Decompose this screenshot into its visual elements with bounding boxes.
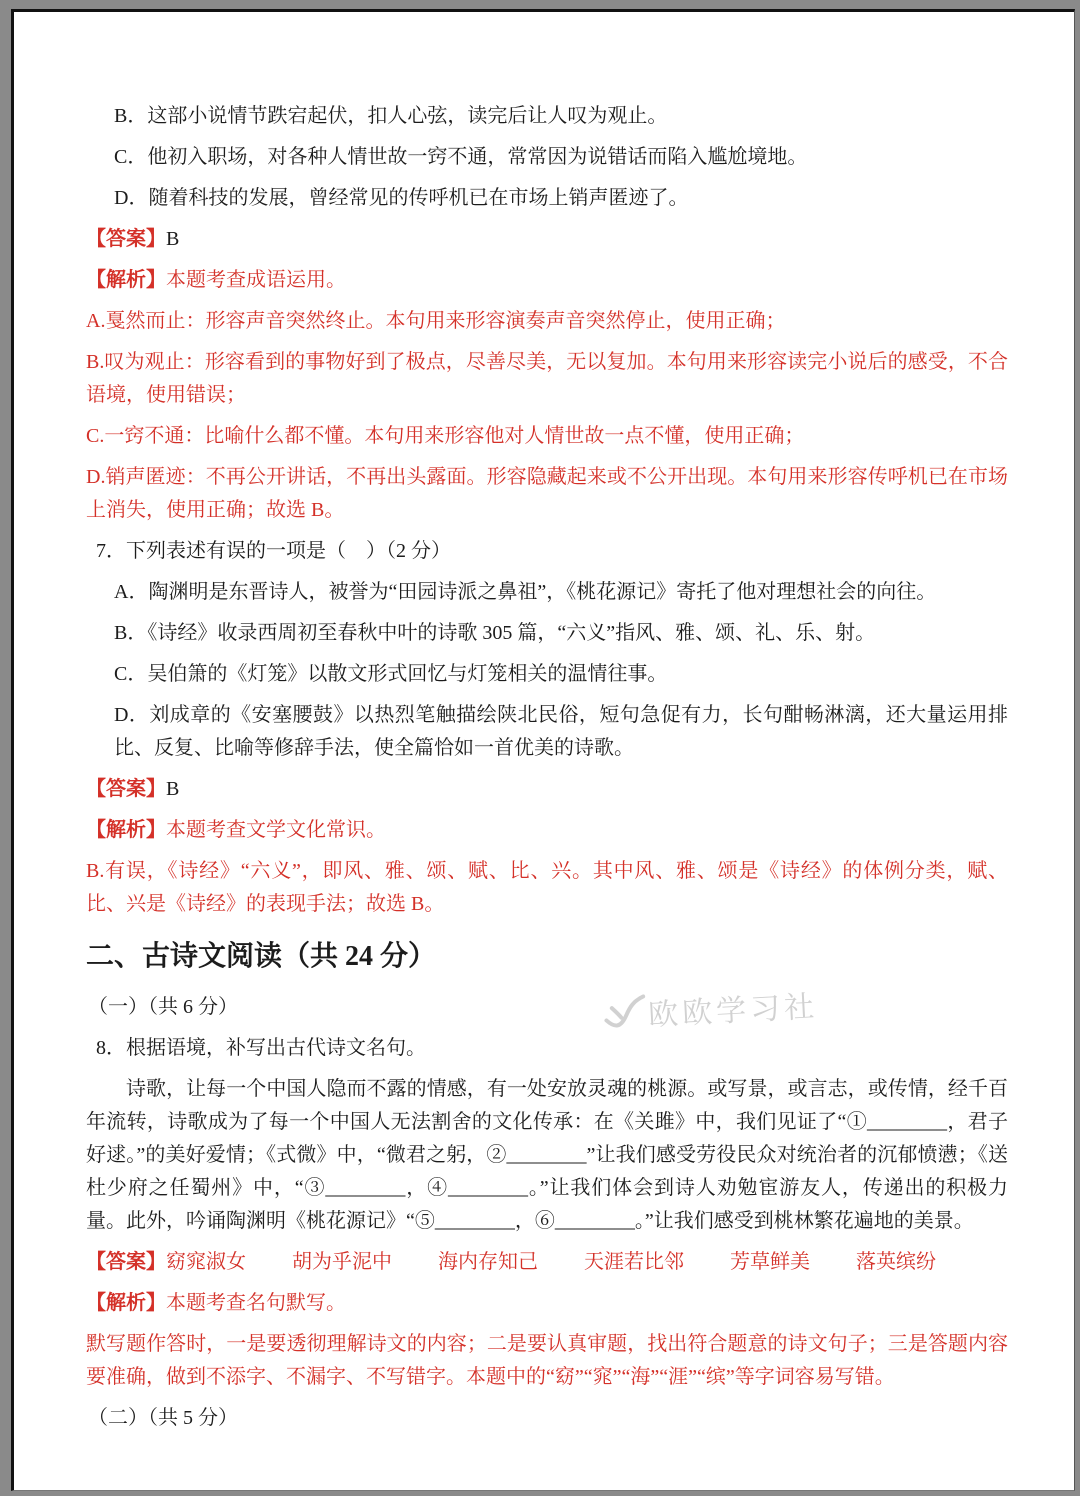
text-segment: A.戛然而止：形容声音突然终止。本句用来形容演奏声音突然停止，使用正确；: [86, 310, 786, 332]
analysis-line: [86, 305, 1008, 338]
text-segment: B．这部小说情节跌宕起伏，扣人心弦，读完后让人叹为观止。: [114, 105, 668, 127]
subsection-line: [86, 1402, 1008, 1435]
text-segment: 8．根据语境，补写出古代诗文名句。: [96, 1037, 426, 1059]
analysis-line: [86, 855, 1008, 921]
answer-line: [86, 223, 1008, 256]
text-segment: 芳草鲜美: [730, 1251, 810, 1273]
text-segment: A．陶渊明是东晋诗人，被誉为“田园诗派之鼻祖”，《桃花源记》寄托了他对理想社会的向往。: [114, 581, 937, 603]
option-line: [86, 100, 1008, 133]
text-segment: 落英缤纷: [856, 1251, 936, 1273]
text-segment: 本题考查文学文化常识。: [166, 819, 386, 841]
document-content: [14, 12, 1074, 1483]
text-segment: 海内存知己: [438, 1251, 538, 1273]
option-line: [86, 576, 1008, 609]
analysis-line: [86, 1328, 1008, 1394]
option-line: [86, 141, 1008, 174]
option-line: [86, 699, 1008, 765]
watermark-label: 欧欧学习社: [647, 990, 819, 1033]
text-segment: D.销声匿迹：不再公开讲话，不再出头露面。形容隐藏起来或不公开出现。本句用来形容传呼机已在市场上消失，使用正确；故选 B。: [86, 466, 1008, 521]
text-segment: D．随着科技的发展，曾经常见的传呼机已在市场上销声匿迹了。: [114, 187, 689, 209]
text-segment: 7．下列表述有误的一项是（ ）（2 分）: [96, 540, 451, 562]
option-line: [86, 658, 1008, 691]
text-segment: 本题考查名句默写。: [166, 1292, 346, 1314]
text-segment: 二、古诗文阅读（共 24 分）: [86, 941, 437, 972]
label-segment: 【答案】: [86, 228, 166, 250]
answer-line: [86, 773, 1008, 806]
text-segment: 天涯若比邻: [584, 1251, 684, 1273]
exam-paper-page: [11, 9, 1075, 1491]
answer-line: [86, 1246, 1008, 1279]
section-heading: [86, 937, 1008, 977]
analysis-line: [86, 814, 1008, 847]
text-segment: 诗歌，让每一个中国人隐而不露的情感，有一处安放灵魂的桃源。或写景，或言志，或传情，经千百年流转，诗歌成为了每一个中国人无法割舍的文化传承：在《关雎》中，我们见证了“①________，君子好逑。”的美好爱情；《式微》中，“微君之躬，②________”让我们感受劳役民众对统治者的沉郁愤懑；《送杜少府之任蜀州》中，“③________，④________。”让我们体会到诗人劝勉宦游友人，传递出的积极力量。此外，吟诵陶渊明《桃花源记》“⑤________，⑥________。”让我们感受到桃林繁花遍地的美景。: [86, 1078, 1008, 1232]
label-segment: 【解析】: [86, 819, 166, 841]
document-lines: [86, 100, 1008, 1435]
text-segment: C．他初入职场，对各种人情世故一窍不通，常常因为说错话而陷入尴尬境地。: [114, 146, 808, 168]
analysis-line: [86, 264, 1008, 297]
question-line: [86, 1032, 1008, 1065]
analysis-line: [86, 1287, 1008, 1320]
label-segment: 【答案】: [86, 1251, 166, 1273]
text-segment: B: [166, 228, 180, 250]
text-segment: C.一窍不通：比喻什么都不懂。本句用来形容他对人情世故一点不懂，使用正确；: [86, 425, 805, 447]
text-segment: 胡为乎泥中: [292, 1251, 392, 1273]
text-segment: B.叹为观止：形容看到的事物好到了极点，尽善尽美，无以复加。本句用来形容读完小说后的感受，不合语境，使用错误；: [86, 351, 1008, 406]
analysis-line: [86, 420, 1008, 453]
option-line: [86, 182, 1008, 215]
text-segment: 本题考查成语运用。: [166, 269, 346, 291]
passage-paragraph: [86, 1073, 1008, 1238]
text-segment: 默写题作答时，一是要透彻理解诗文的内容；二是要认真审题，找出符合题意的诗文句子；三是答题内容要准确，做到不添字、不漏字、不写错字。本题中的“窈”“窕”“海”“涯”“缤”等字词容易写错。: [86, 1333, 1008, 1388]
label-segment: 【解析】: [86, 269, 166, 291]
text-segment: B: [166, 778, 180, 800]
text-segment: 窈窕淑女: [166, 1251, 246, 1273]
text-segment: （一）（共 6 分）: [88, 996, 238, 1018]
analysis-line: [86, 346, 1008, 412]
text-segment: C．吴伯箫的《灯笼》以散文形式回忆与灯笼相关的温情往事。: [114, 663, 668, 685]
text-segment: B.有误，《诗经》“六义”，即风、雅、颂、赋、比、兴。其中风、雅、颂是《诗经》的体例分类，赋、比、兴是《诗经》的表现手法；故选 B。: [86, 860, 1008, 915]
text-segment: D．刘成章的《安塞腰鼓》以热烈笔触描绘陕北民俗，短句急促有力，长句酣畅淋漓，还大量运用排比、反复、比喻等修辞手法，使全篇恰如一首优美的诗歌。: [114, 704, 1008, 759]
subsection-line: [86, 991, 1008, 1024]
question-line: [86, 535, 1008, 568]
option-line: [86, 617, 1008, 650]
text-segment: （二）（共 5 分）: [88, 1407, 238, 1429]
analysis-line: [86, 461, 1008, 527]
label-segment: 【答案】: [86, 778, 166, 800]
text-segment: B．《诗经》收录西周初至春秋中叶的诗歌 305 篇，“六义”指风、雅、颂、礼、乐、射。: [114, 622, 876, 644]
label-segment: 【解析】: [86, 1292, 166, 1314]
